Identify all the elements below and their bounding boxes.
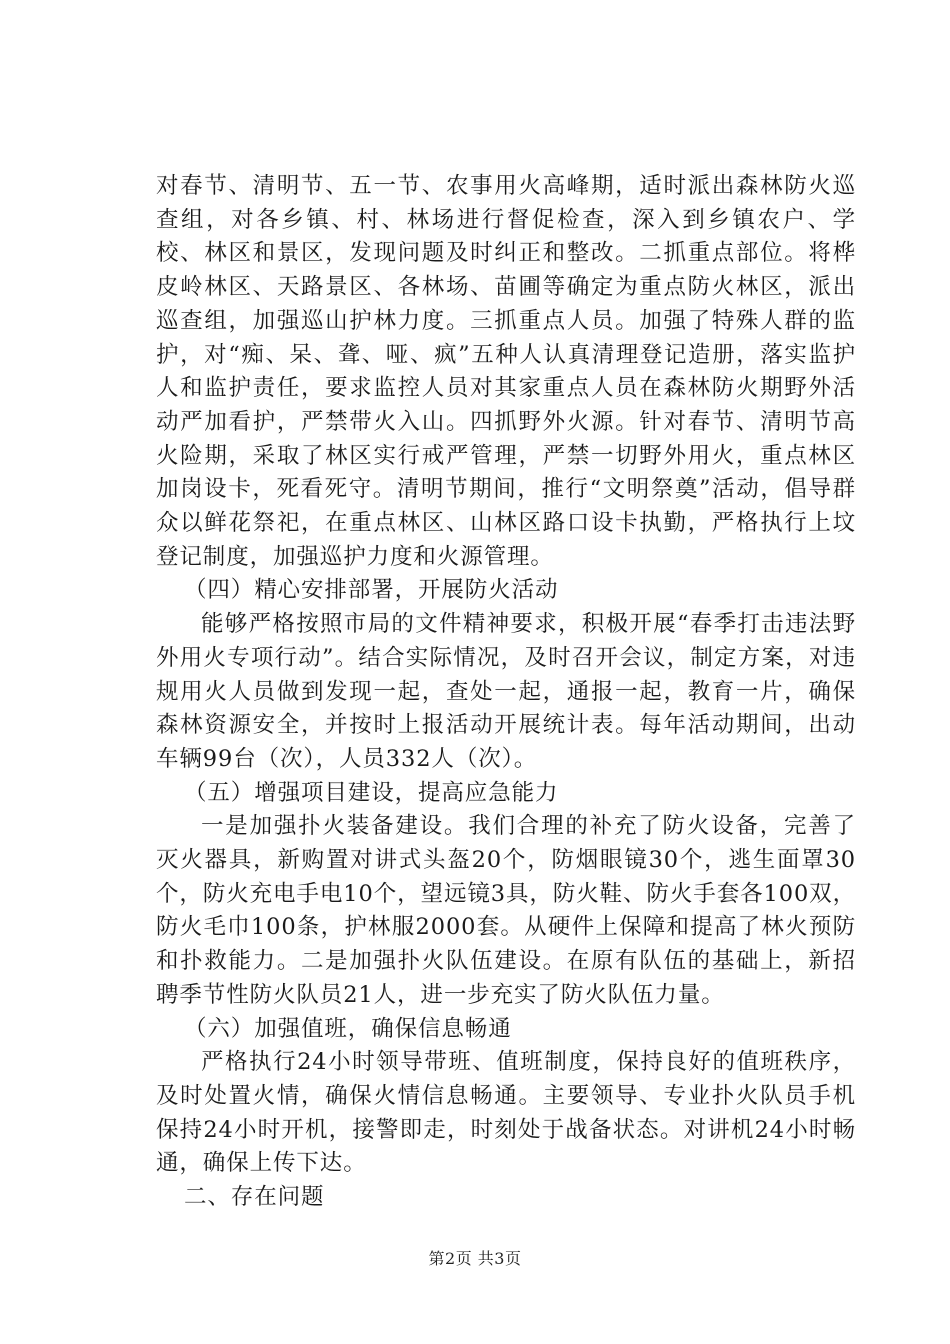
- document-body: [156, 170, 856, 1215]
- section-heading-problems: 二、存在问题: [184, 1184, 325, 1211]
- section-heading-5: （五）增强项目建设，提高应急能力: [184, 779, 559, 806]
- paragraph-special-action: 能够严格按照市局的文件精神要求，积极开展“春季打击违法野外用火专项行动”。结合实际情况，及时召开会议，制定方案，对违规用火人员做到发现一起，查处一起，通报一起，教育一片，确保森林资源安全，并按时上报活动开展统计表。每年活动期间，出动车辆99台（次），人员332人（次）。: [156, 611, 856, 772]
- paragraph-equipment-building: 一是加强扑火装备建设。我们合理的补充了防火设备，完善了灭火器具，新购置对讲式头盔20个，防烟眼镜30个，逃生面罩30个，防火充电手电10个，望远镜3具，防火鞋、防火手套各100双，防火毛巾100条，护林服2000套。从硬件上保障和提高了林火预防和扑救能力。二是加强扑火队伍建设。在原有队伍的基础上，新招聘季节性防火队员21人，进一步充实了防火队伍力量。: [156, 813, 856, 1008]
- paragraph-duty-system: 严格执行24小时领导带班、值班制度，保持良好的值班秩序，及时处置火情，确保火情信息畅通。主要领导、专业扑火队员手机保持24小时开机，接警即走，时刻处于战备状态。对讲机24小时畅通，确保上传下达。: [156, 1049, 856, 1177]
- paragraph-fire-prevention-measures: 对春节、清明节、五一节、农事用火高峰期，适时派出森林防火巡查组，对各乡镇、村、林场进行督促检查，深入到乡镇农户、学校、林区和景区，发现问题及时纠正和整改。二抓重点部位。将桦皮岭林区、天路景区、各林场、苗圃等确定为重点防火林区，派出巡查组，加强巡山护林力度。三抓重点人员。加强了特殊人群的监护，对“痴、呆、聋、哑、疯”五种人认真清理登记造册，落实监护人和监护责任，要求监控人员对其家重点人员在森林防火期野外活动严加看护，严禁带火入山。四抓野外火源。针对春节、清明节高火险期，采取了林区实行戒严管理，严禁一切野外用火，重点林区加岗设卡，死看死守。清明节期间，推行“文明祭奠”活动，倡导群众以鲜花祭祀，在重点林区、山林区路口设卡执勤，严格执行上坟登记制度，加强巡护力度和火源管理。: [156, 173, 856, 570]
- page-number-footer: 第2页 共3页: [428, 1249, 522, 1268]
- section-heading-6: （六）加强值班，确保信息畅通: [184, 1015, 512, 1042]
- section-heading-4: （四）精心安排部署，开展防火活动: [184, 577, 559, 604]
